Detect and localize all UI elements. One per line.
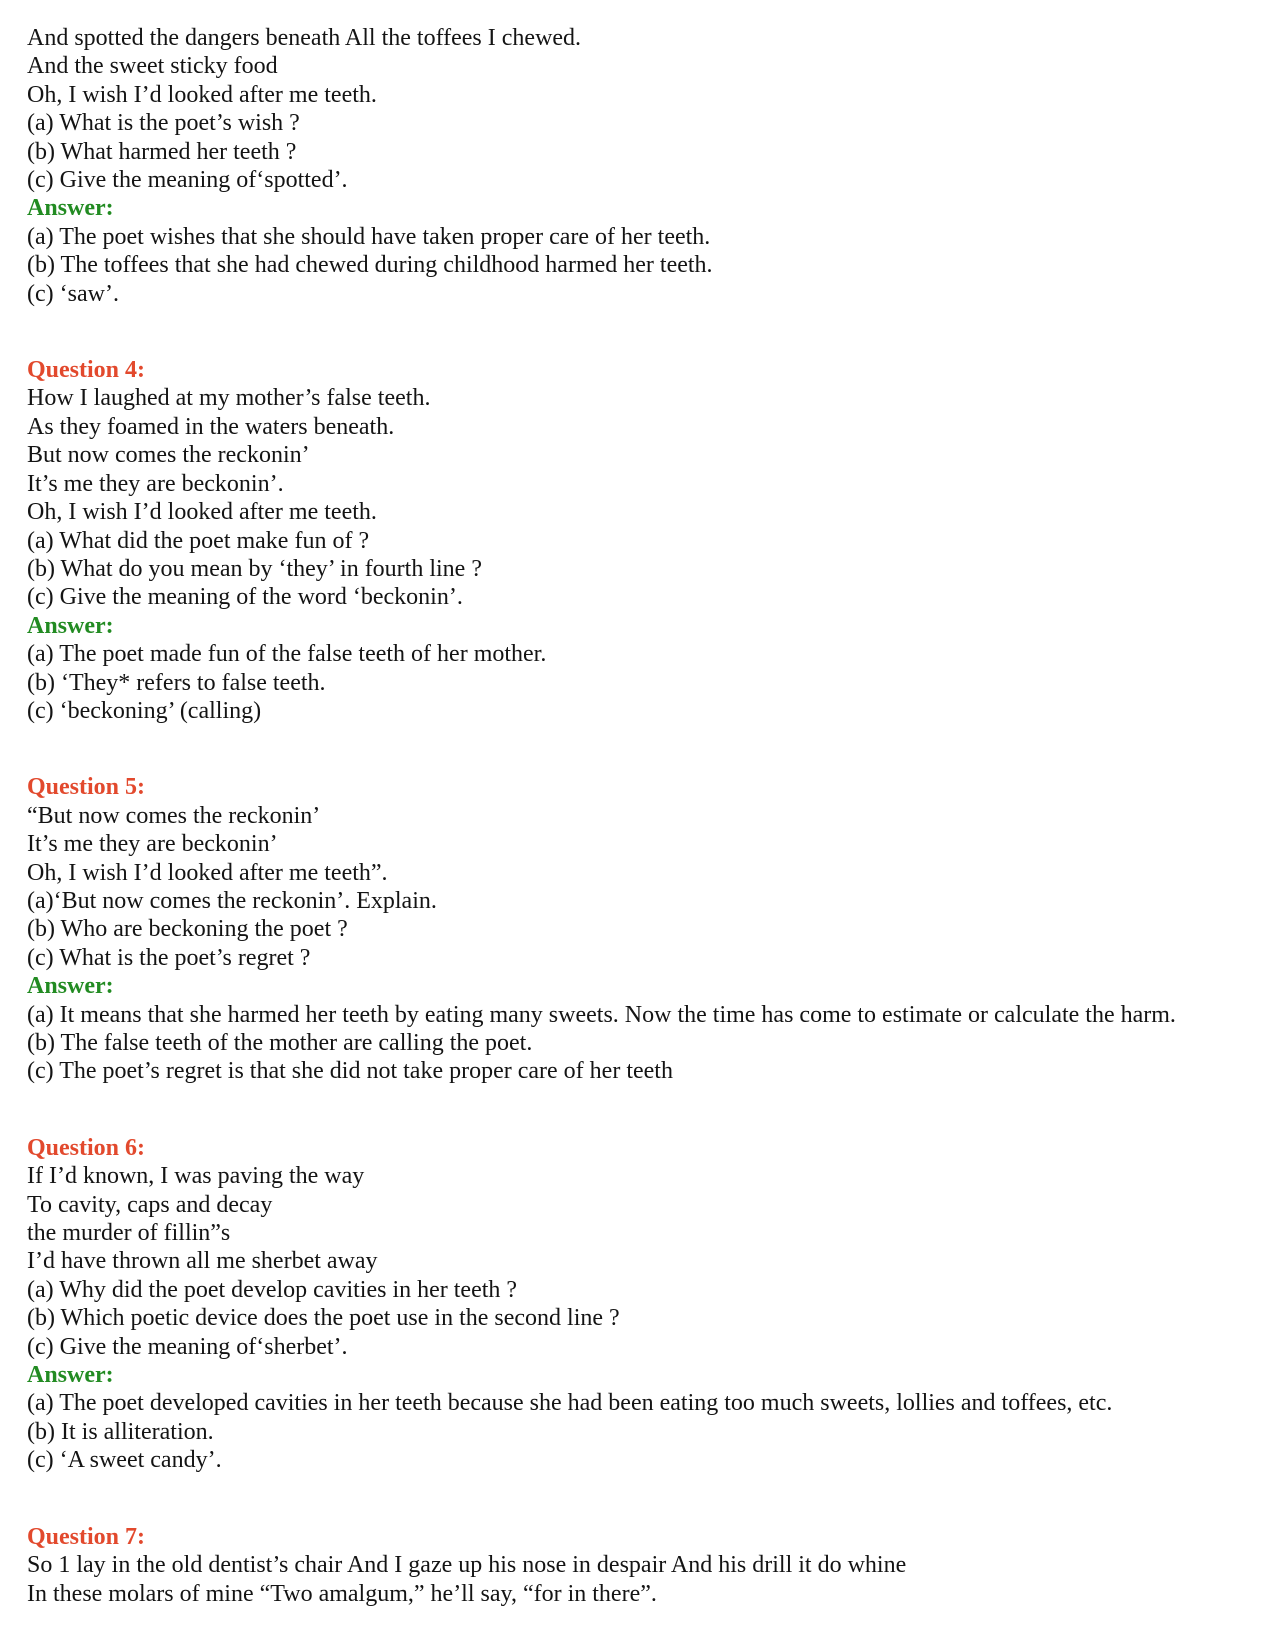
text-line: How I laughed at my mother’s false teeth. <box>27 385 431 412</box>
question-heading: Question 7: <box>27 1523 146 1550</box>
intro-block <box>27 24 1247 308</box>
text-line: (c) Give the meaning of‘spotted’. <box>27 167 348 194</box>
question-heading: Question 5: <box>27 774 146 801</box>
text-line: (b) The false teeth of the mother are calling the poet. <box>27 1030 533 1056</box>
text-line: (b) It is alliteration. <box>27 1418 214 1445</box>
text-line: the murder of fillin”s <box>27 1220 231 1247</box>
text-line: It’s me they are beckonin’ <box>27 831 278 858</box>
text-line: (c) The poet’s regret is that she did not take proper care of her teeth <box>27 1058 673 1085</box>
text-line: (b) ‘They* refers to false teeth. <box>27 669 326 696</box>
text-line: If I’d known, I was paving the way <box>27 1163 365 1190</box>
text-line: (a) The poet developed cavities in her teeth because she had been eating too much sweets, lollies and toffees, etc. <box>27 1390 1113 1417</box>
text-line: In these molars of mine “Two amalgum,” he’ll say, “for in there”. <box>27 1580 657 1607</box>
question-block <box>27 1134 1247 1475</box>
answer-label: Answer: <box>27 612 114 639</box>
text-line: (c) ‘beckoning’ (calling) <box>27 697 262 724</box>
text-line: (b) What harmed her teeth ? <box>27 138 297 165</box>
answer-label: Answer: <box>27 973 114 1000</box>
text-line: (b) What do you mean by ‘they’ in fourth line ? <box>27 555 482 582</box>
text-line: (b) Which poetic device does the poet use in the second line ? <box>27 1305 620 1332</box>
text-line: As they foamed in the waters beneath. <box>27 413 395 440</box>
text-line: To cavity, caps and decay <box>27 1191 273 1218</box>
text-line: And spotted the dangers beneath All the toffees I chewed. <box>27 25 582 51</box>
question-block <box>27 773 1247 1085</box>
text-line: (c) Give the meaning of the word ‘beckonin’. <box>27 584 463 611</box>
text-line: (c) Give the meaning of‘sherbet’. <box>27 1333 348 1360</box>
text-line: (a)‘But now comes the reckonin’. Explain. <box>27 887 437 914</box>
text-line: Oh, I wish I’d looked after me teeth”. <box>27 859 388 886</box>
question-heading: Question 6: <box>27 1134 146 1161</box>
text-line: (a) It means that she harmed her teeth by eating many sweets. Now the time has come to estimate or calculate the harm. <box>27 1001 1176 1028</box>
text-line: But now comes the reckonin’ <box>27 442 310 469</box>
question-block <box>27 356 1247 725</box>
text-line: (b) The toffees that she had chewed during childhood harmed her teeth. <box>27 252 713 279</box>
question-heading: Question 4: <box>27 357 146 384</box>
text-line: “But now comes the reckonin’ <box>27 802 321 829</box>
text-line: (a) The poet made fun of the false teeth of her mother. <box>27 641 547 668</box>
answer-label: Answer: <box>27 1362 114 1389</box>
text-line: It’s me they are beckonin’. <box>27 470 284 497</box>
text-line: (c) ‘A sweet candy’. <box>27 1447 222 1474</box>
question-block <box>27 1523 1247 1608</box>
answer-label: Answer: <box>27 195 114 222</box>
text-line: Oh, I wish I’d looked after me teeth. <box>27 81 377 108</box>
text-line: Oh, I wish I’d looked after me teeth. <box>27 499 377 526</box>
text-line: (a) The poet wishes that she should have taken proper care of her teeth. <box>27 223 711 250</box>
text-line: So 1 lay in the old dentist’s chair And I gaze up his nose in despair And his drill it do whine <box>27 1552 907 1579</box>
text-line: I’d have thrown all me sherbet away <box>27 1248 378 1275</box>
text-line: (c) What is the poet’s regret ? <box>27 944 311 971</box>
text-line: (a) Why did the poet develop cavities in her teeth ? <box>27 1276 518 1303</box>
text-line: And the sweet sticky food <box>27 53 278 80</box>
text-line: (c) ‘saw’. <box>27 280 119 307</box>
text-line: (a) What did the poet make fun of ? <box>27 527 370 554</box>
text-line: (b) Who are beckoning the poet ? <box>27 916 348 943</box>
text-line: (a) What is the poet’s wish ? <box>27 110 300 137</box>
